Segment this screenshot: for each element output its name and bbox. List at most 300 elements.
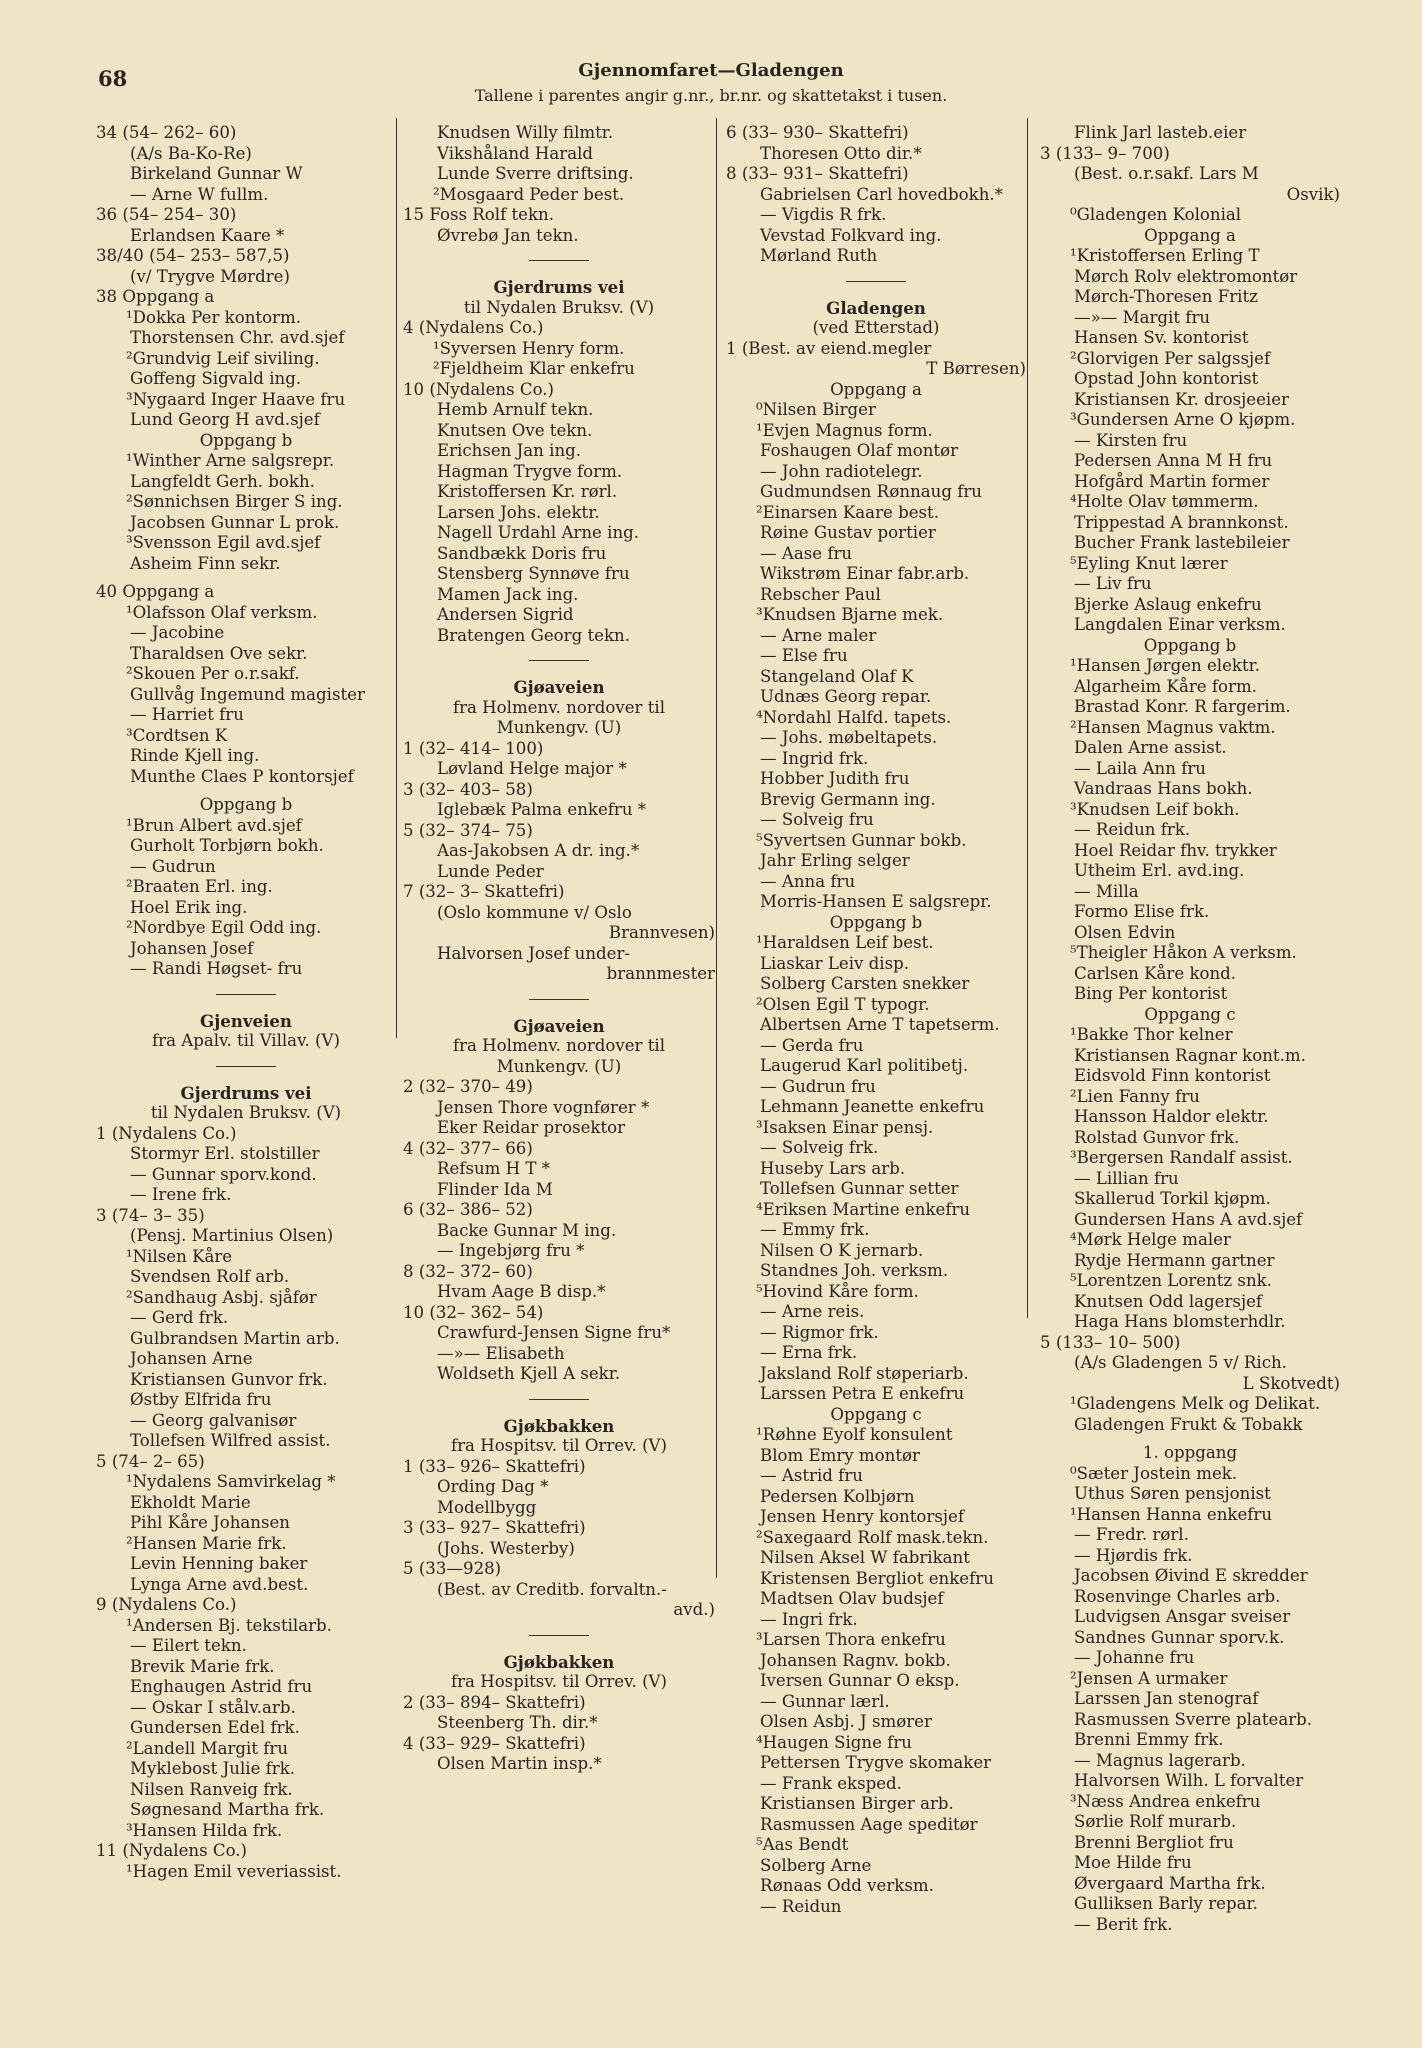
- directory-line: ¹Dokka Per kontorm.: [126, 307, 302, 327]
- directory-line: Haga Hans blomsterhdlr.: [1074, 1312, 1286, 1331]
- directory-line: Ekholdt Marie: [130, 1492, 251, 1512]
- directory-line: 8 (33– 931– Skattefri): [726, 164, 909, 183]
- directory-line: — Milla: [1074, 881, 1139, 901]
- directory-line: Albertsen Arne T tapetserm.: [760, 1015, 1000, 1034]
- directory-line: Gabrielsen Carl hovedbokh.*: [760, 184, 1003, 204]
- directory-line: — Gunnar lærl.: [760, 1691, 890, 1711]
- directory-line: Søgnesand Martha frk.: [130, 1800, 325, 1819]
- directory-line: Vikshåland Harald: [437, 143, 594, 163]
- directory-line: fra Holmenv. nordover til: [452, 697, 666, 717]
- directory-line: T Børresen): [926, 359, 1026, 378]
- directory-line: Ludvigsen Ansgar sveiser: [1074, 1607, 1291, 1626]
- directory-line: Rasmussen Sverre platearb.: [1074, 1709, 1313, 1729]
- directory-line: Østby Elfrida fru: [130, 1390, 272, 1409]
- directory-line: fra Hospitsv. til Orrev. (V): [450, 1672, 668, 1691]
- directory-column-1: [96, 123, 396, 1882]
- directory-line: Vevstad Folkvard ing.: [760, 225, 942, 245]
- directory-line: Skallerud Torkil kjøpm.: [1074, 1189, 1271, 1208]
- directory-line: Lund Georg H avd.sjef: [130, 410, 320, 429]
- directory-line: til Nydalen Bruksv. (V): [150, 1103, 342, 1122]
- directory-line: ³Cordtsen K: [126, 725, 228, 745]
- directory-line: Jensen Henry kontorsjef: [760, 1507, 964, 1526]
- directory-line: Oppgang b: [199, 430, 293, 450]
- directory-line: Pihl Kåre Johansen: [130, 1513, 290, 1532]
- directory-line: — Fredr. rørl.: [1074, 1525, 1189, 1544]
- page-subtitle: Tallene i parentes angir g.nr., br.nr. og skattetakst i tusen.: [474, 86, 948, 105]
- directory-line: Aas-Jakobsen A dr. ing.*: [437, 841, 640, 860]
- directory-line: Svendsen Rolf arb.: [130, 1267, 290, 1286]
- directory-line: Lehmann Jeanette enkefru: [760, 1097, 985, 1116]
- directory-line: Brevik Marie frk.: [130, 1656, 275, 1676]
- directory-line: 38/40 (54– 253– 587,5): [96, 246, 290, 265]
- directory-line: til Nydalen Bruksv. (V): [463, 297, 655, 317]
- directory-line: Iversen Gunnar O eksp.: [760, 1671, 960, 1690]
- directory-line: ³Næss Andrea enkefru: [1070, 1791, 1261, 1811]
- directory-line: Løvland Helge major *: [437, 759, 627, 778]
- directory-line: 34 (54– 262– 60): [96, 123, 237, 142]
- directory-line: — Reidun frk.: [1074, 820, 1191, 839]
- directory-line: ¹Røhne Eyolf konsulent: [756, 1425, 953, 1444]
- directory-line: ²Glorvigen Per salgssjef: [1070, 348, 1271, 368]
- directory-line: ⁴Eriksen Martine enkefru: [756, 1199, 971, 1219]
- directory-line: Andersen Sigrid: [437, 605, 574, 624]
- directory-line: Oppgang c: [1144, 1004, 1236, 1024]
- directory-line: Thorstensen Chr. avd.sjef: [130, 328, 345, 347]
- directory-line: ⁰Sæter Jostein mek.: [1070, 1463, 1238, 1483]
- directory-line: Bratengen Georg tekn.: [437, 625, 630, 645]
- directory-line: Larsen Johs. elektr.: [437, 502, 600, 522]
- directory-line: fra Holmenv. nordover til: [452, 1036, 666, 1055]
- street-heading: Gjøaveien: [513, 677, 605, 697]
- directory-line: Gladengen Frukt & Tobakk: [1074, 1414, 1303, 1434]
- directory-line: — Liv fru: [1074, 574, 1152, 593]
- directory-line: Oppgang b: [829, 912, 923, 932]
- directory-line: ²Mosgaard Peder best.: [433, 184, 625, 204]
- directory-line: — Vigdis R frk.: [760, 205, 887, 224]
- street-heading: Gjerdrums vei: [180, 1082, 312, 1103]
- directory-line: — Solveig frk.: [760, 1138, 879, 1157]
- directory-line: Asheim Finn sekr.: [130, 553, 281, 573]
- directory-line: Rolstad Gunvor frk.: [1074, 1127, 1240, 1147]
- directory-line: Nilsen Ranveig frk.: [130, 1779, 293, 1799]
- directory-line: ³Isaksen Einar pensj.: [756, 1117, 934, 1137]
- column-rule-1: [396, 118, 397, 1038]
- directory-line: — Harriet fru: [130, 705, 244, 724]
- directory-line: ²Nordbye Egil Odd ing.: [126, 918, 322, 937]
- directory-line: Olsen Edvin: [1074, 922, 1176, 942]
- directory-line: Carlsen Kåre kond.: [1074, 963, 1237, 983]
- directory-line: Halvorsen Wilh. L forvalter: [1074, 1771, 1304, 1790]
- directory-line: Jacobsen Øivind E skredder: [1074, 1566, 1308, 1585]
- directory-line: ¹Bakke Thor kelner: [1070, 1025, 1233, 1044]
- directory-line: Birkeland Gunnar W: [130, 164, 303, 183]
- directory-line: Standnes Joh. verksm.: [760, 1261, 949, 1280]
- directory-line: Ording Dag *: [437, 1477, 549, 1496]
- directory-line: ³Knudsen Bjarne mek.: [756, 605, 944, 624]
- section-divider: [529, 660, 589, 661]
- directory-line: Erlandsen Kaare *: [130, 225, 285, 245]
- directory-line: Oppgang c: [830, 1404, 922, 1424]
- directory-line: (Oslo kommune v/ Oslo: [437, 902, 632, 922]
- directory-line: 11 (Nydalens Co.): [96, 1841, 248, 1860]
- directory-line: Rasmussen Aage speditør: [760, 1814, 978, 1834]
- directory-line: fra Apalv. til Villav. (V): [152, 1031, 340, 1050]
- directory-line: — Eilert tekn.: [130, 1636, 247, 1655]
- directory-line: Rinde Kjell ing.: [130, 746, 260, 765]
- directory-line: — Kirsten fru: [1074, 430, 1188, 450]
- directory-line: 7 (32– 3– Skattefri): [403, 882, 565, 901]
- directory-line: — Randi Høgset- fru: [130, 959, 303, 978]
- directory-line: Mørland Ruth: [760, 246, 878, 265]
- directory-line: Gundersen Hans A avd.sjef: [1074, 1209, 1303, 1229]
- section-divider: [529, 999, 589, 1000]
- directory-line: Larssen Jan stenograf: [1074, 1689, 1259, 1708]
- directory-line: Kristiansen Kr. drosjeeier: [1074, 389, 1289, 409]
- directory-line: (Best. av Creditb. forvaltn.-: [437, 1579, 667, 1599]
- directory-line: Nilsen Aksel W fabrikant: [760, 1548, 970, 1567]
- directory-line: Tharaldsen Ove sekr.: [130, 643, 308, 663]
- directory-line: Moe Hilde fru: [1074, 1853, 1192, 1872]
- section-divider: [216, 1066, 276, 1067]
- directory-line: ²Einarsen Kaare best.: [756, 502, 939, 522]
- directory-line: 1 (Nydalens Co.): [96, 1123, 237, 1143]
- directory-line: ⁴Mørk Helge maler: [1070, 1230, 1231, 1249]
- section-divider: [529, 260, 589, 261]
- directory-line: ¹Winther Arne salgsrepr.: [126, 451, 335, 470]
- directory-line: ¹Syversen Henry form.: [433, 338, 625, 358]
- directory-line: Tollefsen Wilfred assist.: [130, 1431, 331, 1450]
- directory-line: ²Olsen Egil T typogr.: [756, 994, 930, 1014]
- directory-line: 1 (33– 926– Skattefri): [403, 1456, 586, 1476]
- directory-line: L Skotvedt): [1242, 1373, 1340, 1393]
- directory-line: Kristensen Bergliot enkefru: [760, 1568, 994, 1588]
- directory-line: Foshaugen Olaf montør: [760, 441, 959, 460]
- directory-line: Formo Elise frk.: [1074, 902, 1210, 921]
- directory-line: ¹Hansen Jørgen elektr.: [1070, 656, 1261, 675]
- directory-line: Rønaas Odd verksm.: [760, 1876, 934, 1895]
- directory-line: Sørlie Rolf murarb.: [1074, 1812, 1237, 1831]
- directory-line: ¹Evjen Magnus form.: [756, 420, 933, 440]
- directory-line: Johansen Josef: [130, 938, 254, 958]
- spacer: [96, 574, 396, 582]
- directory-line: 2 (32– 370– 49): [403, 1077, 533, 1096]
- directory-line: — Ingri frk.: [760, 1609, 858, 1629]
- directory-line: ³Hansen Hilda frk.: [126, 1820, 283, 1840]
- directory-column-3: [726, 123, 1026, 1917]
- directory-line: — Gudrun fru: [760, 1076, 876, 1096]
- directory-line: Kristiansen Gunvor frk.: [130, 1369, 328, 1389]
- directory-line: ³Svensson Egil avd.sjef: [126, 533, 321, 552]
- directory-line: Halvorsen Josef under-: [437, 943, 631, 963]
- directory-line: ¹Hagen Emil veveriassist.: [126, 1861, 342, 1881]
- directory-line: — Frank eksped.: [760, 1773, 902, 1793]
- directory-line: — Gudrun: [130, 856, 216, 876]
- directory-line: Oppgang b: [199, 795, 293, 814]
- spacer: [1040, 1435, 1340, 1443]
- section-divider: [529, 1635, 589, 1636]
- directory-line: 40 Oppgang a: [96, 582, 215, 601]
- directory-line: — Ingrid frk.: [760, 748, 869, 768]
- directory-line: Øvergaard Martha frk.: [1074, 1873, 1266, 1893]
- directory-line: — Laila Ann fru: [1074, 758, 1206, 778]
- directory-line: Modellbygg: [437, 1497, 537, 1517]
- directory-line: Vandraas Hans bokh.: [1074, 779, 1253, 798]
- directory-line: —»— Elisabeth: [437, 1343, 565, 1363]
- directory-line: Jacobsen Gunnar L prok.: [130, 512, 340, 532]
- street-heading: Gjøaveien: [513, 1015, 605, 1036]
- directory-line: 4 (33– 929– Skattefri): [403, 1733, 586, 1753]
- directory-line: Mamen Jack ing.: [437, 584, 579, 604]
- directory-line: 3 (133– 9– 700): [1040, 143, 1170, 163]
- directory-line: Munthe Claes P kontorsjef: [130, 766, 354, 786]
- directory-line: ¹Hansen Hanna enkefru: [1070, 1504, 1273, 1524]
- directory-line: Mørch-Thoresen Fritz: [1074, 287, 1258, 306]
- column-rule-3: [1027, 118, 1028, 1318]
- section-divider: [529, 1399, 589, 1400]
- page-title: Gjennomfaret—Gladengen: [578, 60, 844, 81]
- directory-line: Nilsen O K jernarb.: [760, 1240, 924, 1260]
- directory-line: Laugerud Karl politibetj.: [760, 1056, 969, 1075]
- directory-line: (Pensj. Martinius Olsen): [130, 1226, 334, 1245]
- directory-line: Hansen Sv. kontorist: [1074, 328, 1249, 347]
- directory-line: Brenni Emmy frk.: [1074, 1730, 1224, 1749]
- directory-line: Oppgang a: [830, 379, 922, 399]
- directory-line: 10 (32– 362– 54): [403, 1302, 544, 1322]
- directory-line: Eker Reidar prosektor: [437, 1118, 626, 1137]
- directory-line: 4 (32– 377– 66): [403, 1138, 533, 1158]
- directory-line: ¹Brun Albert avd.sjef: [126, 815, 302, 835]
- directory-line: (Johs. Westerby): [437, 1538, 575, 1558]
- directory-line: Uthus Søren pensjonist: [1074, 1484, 1271, 1503]
- directory-line: — Anna fru: [760, 871, 856, 891]
- directory-line: ²Hansen Marie frk.: [126, 1533, 287, 1553]
- directory-line: Bing Per kontorist: [1074, 984, 1228, 1003]
- directory-line: Steenberg Th. dir.*: [437, 1713, 598, 1732]
- directory-line: ⁵Lorentzen Lorentz snk.: [1070, 1271, 1272, 1290]
- directory-line: ⁴Haugen Signe fru: [756, 1732, 912, 1752]
- directory-line: Pedersen Anna M H fru: [1074, 451, 1273, 470]
- directory-line: Gulbrandsen Martin arb.: [130, 1328, 340, 1348]
- page-number: 68: [98, 66, 128, 91]
- directory-line: ¹Andersen Bj. tekstilarb.: [126, 1615, 332, 1635]
- directory-line: — Ingebjørg fru *: [437, 1241, 585, 1260]
- street-heading: Gjerdrums vei: [493, 277, 625, 297]
- directory-line: Hvam Aage B disp.*: [437, 1282, 606, 1301]
- directory-line: Hoel Reidar fhv. trykker: [1074, 840, 1277, 860]
- directory-line: (A/s Gladengen 5 v/ Rich.: [1074, 1353, 1287, 1372]
- directory-line: — Else fru: [760, 646, 848, 665]
- directory-line: Jahr Erling selger: [760, 851, 910, 870]
- directory-line: 6 (33– 930– Skattefri): [726, 123, 909, 142]
- directory-line: Tollefsen Gunnar setter: [760, 1179, 959, 1198]
- directory-line: Langfeldt Gerh. bokh.: [130, 471, 315, 491]
- directory-line: — Arne reis.: [760, 1302, 865, 1321]
- directory-line: Hofgård Martin former: [1074, 471, 1270, 491]
- directory-line: Flink Jarl lasteb.eier: [1074, 123, 1247, 142]
- directory-line: Kristoffersen Kr. rørl.: [437, 482, 618, 501]
- directory-line: ²Landell Margit fru: [126, 1738, 289, 1758]
- directory-line: Jaksland Rolf støperiarb.: [760, 1363, 969, 1383]
- directory-line: ¹Nilsen Kåre: [126, 1246, 233, 1266]
- directory-line: Rebscher Paul: [760, 584, 881, 604]
- directory-line: ⁵Hovind Kåre form.: [756, 1281, 919, 1301]
- directory-line: — Solveig fru: [760, 810, 874, 829]
- directory-line: Myklebost Julie frk.: [130, 1759, 296, 1778]
- directory-line: avd.): [673, 1600, 715, 1619]
- directory-line: 1 (32– 414– 100): [403, 738, 544, 758]
- directory-line: ⁵Eyling Knut lærer: [1070, 553, 1228, 573]
- directory-line: Pedersen Kolbjørn: [760, 1486, 915, 1506]
- directory-line: Osvik): [1286, 184, 1340, 204]
- directory-line: — Georg galvanisør: [130, 1410, 297, 1430]
- directory-line: Gullvåg Ingemund magister: [130, 684, 365, 704]
- directory-line: Langdalen Einar verksm.: [1074, 615, 1286, 634]
- directory-line: Bjerke Aslaug enkefru: [1074, 594, 1262, 614]
- directory-line: Udnæs Georg repar.: [760, 687, 932, 706]
- directory-line: Røine Gustav portier: [760, 523, 936, 542]
- directory-line: Knutsen Ove tekn.: [437, 420, 593, 440]
- directory-line: Wikstrøm Einar fabr.arb.: [760, 564, 970, 583]
- directory-line: Enghaugen Astrid fru: [130, 1677, 313, 1696]
- directory-line: ³Gundersen Arne O kjøpm.: [1070, 410, 1296, 429]
- directory-line: 15 Foss Rolf tekn.: [403, 205, 555, 224]
- directory-line: — Johanne fru: [1074, 1648, 1195, 1667]
- directory-line: Hemb Arnulf tekn.: [437, 400, 594, 419]
- column-rule-2: [716, 118, 717, 1578]
- directory-line: Crawfurd-Jensen Signe fru*: [437, 1323, 671, 1342]
- directory-line: Solberg Arne: [760, 1855, 872, 1875]
- directory-line: (ved Etterstad): [812, 318, 940, 337]
- directory-line: Gundersen Edel frk.: [130, 1718, 300, 1737]
- directory-line: Hoel Erik ing.: [130, 897, 248, 917]
- directory-line: Knutsen Odd lagersjef: [1074, 1291, 1263, 1311]
- directory-line: Algarheim Kåre form.: [1074, 676, 1257, 696]
- directory-line: Olsen Martin insp.*: [437, 1754, 602, 1773]
- directory-line: ¹Kristoffersen Erling T: [1070, 246, 1260, 265]
- directory-column-2: [403, 123, 715, 1775]
- directory-line: — Lillian fru: [1074, 1168, 1179, 1188]
- directory-line: — Erna frk.: [760, 1343, 858, 1362]
- directory-line: ²Fjeldheim Klar enkefru: [433, 359, 635, 378]
- directory-line: ¹Haraldsen Leif best.: [756, 933, 934, 952]
- directory-line: Stensberg Synnøve fru: [437, 564, 630, 583]
- directory-line: 1 (Best. av eiend.megler: [726, 338, 932, 358]
- directory-line: 6 (32– 386– 52): [403, 1200, 533, 1219]
- directory-line: Madtsen Olav budsjef: [760, 1589, 944, 1608]
- directory-line: — Gerda fru: [760, 1035, 864, 1055]
- directory-line: Blom Emry montør: [760, 1445, 920, 1465]
- directory-line: — Emmy frk.: [760, 1220, 870, 1239]
- directory-line: 5 (32– 374– 75): [403, 820, 533, 840]
- directory-line: Oppgang a: [1144, 225, 1236, 245]
- directory-line: — Aase fru: [760, 543, 853, 563]
- directory-line: Levin Henning baker: [130, 1554, 308, 1573]
- directory-line: — Astrid fru: [760, 1466, 863, 1485]
- directory-line: Nagell Urdahl Arne ing.: [437, 523, 640, 542]
- directory-line: — Gerd frk.: [130, 1308, 229, 1327]
- directory-line: Solberg Carsten snekker: [760, 974, 970, 993]
- directory-line: Refsum H T *: [437, 1159, 551, 1178]
- directory-line: — Gunnar sporv.kond.: [130, 1164, 317, 1184]
- directory-line: 8 (32– 372– 60): [403, 1261, 533, 1281]
- directory-line: Utheim Erl. avd.ing.: [1074, 861, 1245, 880]
- directory-line: ²Braaten Erl. ing.: [126, 877, 273, 896]
- directory-line: ²Saxegaard Rolf mask.tekn.: [756, 1527, 989, 1547]
- directory-line: (A/s Ba-Ko-Re): [130, 143, 252, 163]
- directory-line: — Rigmor frk.: [760, 1322, 879, 1342]
- directory-line: — Arne W fullm.: [130, 184, 269, 204]
- directory-line: Johansen Arne: [130, 1349, 253, 1368]
- directory-line: Hagman Trygve form.: [437, 461, 623, 481]
- directory-line: —»— Margit fru: [1074, 307, 1211, 327]
- directory-line: ⁰Nilsen Birger: [756, 400, 876, 419]
- directory-line: Opstad John kontorist: [1074, 369, 1259, 388]
- directory-line: ⁰Gladengen Kolonial: [1070, 205, 1242, 224]
- directory-line: Gurholt Torbjørn bokh.: [130, 836, 324, 855]
- directory-line: Eidsvold Finn kontorist: [1074, 1066, 1271, 1085]
- directory-line: 5 (133– 10– 500): [1040, 1332, 1181, 1352]
- street-heading: Gladengen: [826, 297, 926, 318]
- directory-line: Liaskar Leiv disp.: [760, 953, 910, 973]
- directory-line: Lunde Peder: [437, 861, 544, 881]
- directory-line: 1. oppgang: [1142, 1443, 1238, 1462]
- directory-line: Flinder Ida M: [437, 1179, 553, 1199]
- directory-line: Lynga Arne avd.best.: [130, 1574, 309, 1594]
- directory-line: Hansson Haldor elektr.: [1074, 1107, 1269, 1126]
- directory-line: ²Sønnichsen Birger S ing.: [126, 492, 343, 511]
- directory-line: Olsen Asbj. J smører: [760, 1712, 932, 1731]
- directory-line: 4 (Nydalens Co.): [403, 318, 544, 337]
- directory-line: Gulliksen Barly repar.: [1074, 1894, 1258, 1913]
- directory-line: Kristiansen Birger arb.: [760, 1794, 954, 1813]
- directory-line: Goffeng Sigvald ing.: [130, 369, 302, 388]
- directory-line: Jensen Thore vognfører *: [437, 1097, 650, 1117]
- directory-line: (Best. o.r.sakf. Lars M: [1074, 164, 1259, 183]
- directory-line: — Johs. møbeltapets.: [760, 728, 938, 747]
- directory-line: Øvrebø Jan tekn.: [437, 225, 579, 245]
- directory-line: 10 (Nydalens Co.): [403, 379, 555, 399]
- directory-line: ³Knudsen Leif bokh.: [1070, 799, 1240, 819]
- directory-line: ⁴Nordahl Halfd. tapets.: [756, 707, 952, 727]
- directory-line: Brenni Bergliot fru: [1074, 1832, 1234, 1852]
- directory-line: Oppgang b: [1143, 635, 1237, 655]
- street-heading: Gjøkbakken: [503, 1415, 615, 1436]
- directory-line: 38 Oppgang a: [96, 287, 215, 306]
- directory-line: ¹Nydalens Samvirkelag *: [126, 1472, 336, 1491]
- directory-line: 2 (33– 894– Skattefri): [403, 1692, 586, 1712]
- directory-line: Erichsen Jan ing.: [437, 441, 582, 460]
- directory-line: Munkengv. (U): [496, 718, 622, 737]
- directory-line: Brannvesen): [608, 923, 715, 942]
- directory-line: 36 (54– 254– 30): [96, 205, 237, 224]
- directory-line: Lunde Sverre driftsing.: [437, 164, 634, 183]
- directory-line: Brevig Germann ing.: [760, 789, 936, 809]
- directory-line: ²Hansen Magnus vaktm.: [1070, 717, 1276, 737]
- directory-line: — John radiotelegr.: [760, 461, 923, 481]
- directory-line: Dalen Arne assist.: [1074, 738, 1227, 757]
- directory-line: Knudsen Willy filmtr.: [437, 123, 614, 142]
- directory-line: ⁵Aas Bendt: [756, 1835, 849, 1854]
- directory-line: ⁵Theigler Håkon A verksm.: [1070, 943, 1297, 962]
- directory-line: ³Nygaard Inger Haave fru: [126, 389, 346, 409]
- directory-line: brannmester: [606, 964, 715, 983]
- directory-line: (v/ Trygve Mørdre): [130, 266, 290, 286]
- directory-column-4: [1040, 123, 1340, 1935]
- directory-line: ⁴Holte Olav tømmerm.: [1070, 492, 1259, 511]
- directory-line: Stangeland Olaf K: [760, 666, 914, 686]
- directory-line: — Oskar I stålv.arb.: [130, 1697, 296, 1717]
- directory-line: 3 (33– 927– Skattefri): [403, 1518, 586, 1537]
